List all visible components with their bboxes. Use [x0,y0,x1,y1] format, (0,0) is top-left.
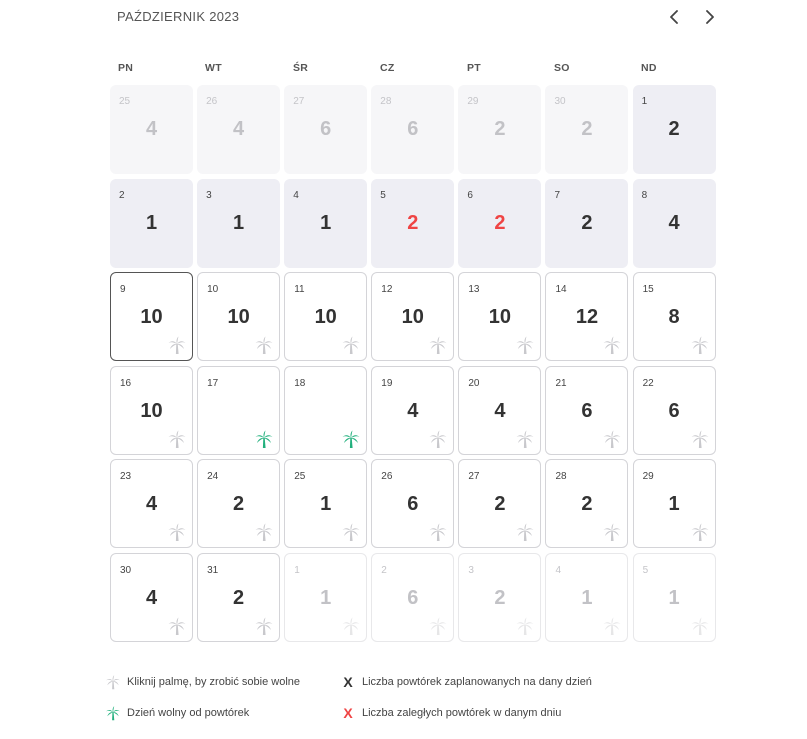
palm-icon[interactable] [515,429,535,449]
palm-icon[interactable] [515,522,535,542]
review-count: 4 [145,118,158,140]
palm-icon[interactable] [515,335,535,355]
palm-icon[interactable] [254,429,274,449]
calendar-day-cell[interactable] [110,272,193,361]
day-number: 3 [206,189,212,201]
palm-icon[interactable] [428,522,448,542]
review-count: 10 [314,306,337,328]
legend-overdue [340,705,561,721]
day-number: 30 [120,564,132,576]
day-number: 9 [120,284,126,295]
legend-day-off [105,705,249,721]
day-number: 4 [555,564,562,576]
day-number: 5 [380,189,386,201]
calendar-day-cell[interactable] [458,366,541,455]
palm-icon[interactable] [602,616,622,636]
weekday-label: PT [467,62,482,74]
calendar-day-cell[interactable] [545,459,628,548]
day-number: 1 [641,96,648,107]
calendar-day-cell[interactable] [633,553,716,642]
calendar-day-cell[interactable] [110,85,193,174]
calendar-day-cell[interactable] [371,553,454,642]
review-count: 2 [494,586,506,609]
palm-icon[interactable] [690,335,710,355]
review-count: 6 [407,586,419,609]
day-number: 18 [294,377,306,389]
previous-month-button[interactable] [663,6,685,28]
day-number: 10 [207,284,219,295]
day-number: 2 [119,189,125,201]
palm-icon[interactable] [167,616,187,636]
palm-icon[interactable] [254,522,274,542]
calendar-day-cell[interactable] [633,85,716,174]
palm-icon[interactable] [167,429,187,449]
review-count: 2 [233,586,245,609]
review-count: 6 [407,493,419,515]
review-count: 12 [575,306,599,328]
review-count: 4 [668,211,680,234]
calendar-day-cell[interactable] [633,366,716,455]
day-number: 8 [641,189,648,201]
review-count: 1 [581,586,593,609]
day-number: 20 [468,377,480,389]
review-count: 4 [233,118,245,140]
palm-icon[interactable] [515,616,535,636]
calendar-day-cell[interactable] [284,459,367,548]
palm-icon [105,674,121,690]
calendar-day-cell[interactable] [110,459,193,548]
calendar-day-cell[interactable] [197,366,280,455]
legend-planned-text: Liczba powtórek zaplanowanych na dany dzień [362,676,592,688]
day-number: 25 [294,471,306,482]
palm-icon[interactable] [690,616,710,636]
day-number: 30 [554,96,566,107]
review-count: 1 [320,493,332,515]
review-count: 1 [320,211,332,234]
review-count: 2 [668,118,680,140]
chevron-right-icon [705,10,715,24]
review-count: 1 [668,493,680,515]
review-count: 1 [145,211,158,234]
day-number: 22 [642,377,654,389]
day-number: 5 [642,564,649,576]
planned-x-symbol: X [343,674,353,690]
review-count: 10 [488,306,511,328]
calendar-day-cell[interactable] [371,272,454,361]
weekday-label: SO [554,62,570,74]
day-number: 17 [207,377,219,389]
palm-icon[interactable] [602,522,622,542]
review-count: 2 [494,118,506,140]
chevron-left-icon [669,10,679,24]
calendar-day-cell[interactable] [110,179,193,268]
calendar-day-cell[interactable] [458,85,541,174]
calendar-day-cell[interactable] [371,85,454,174]
palm-icon[interactable] [602,335,622,355]
palm-icon[interactable] [690,522,710,542]
day-number: 7 [554,189,561,201]
calendar-day-cell[interactable] [371,179,454,268]
review-count: 10 [401,306,424,328]
palm-icon[interactable] [428,335,448,355]
overdue-review-count: 2 [494,211,506,234]
calendar-day-cell[interactable] [545,553,628,642]
day-number: 13 [468,284,480,295]
palm-icon[interactable] [428,616,448,636]
calendar-day-cell[interactable] [545,85,628,174]
overdue-review-count: 2 [407,211,419,234]
calendar-day-cell[interactable] [545,272,628,361]
review-count: 10 [227,306,250,328]
day-number: 26 [381,471,393,482]
weekday-label: PN [118,62,134,74]
day-number: 1 [294,564,300,576]
calendar-day-cell[interactable] [545,366,628,455]
next-month-button[interactable] [699,6,721,28]
day-number: 12 [381,284,393,295]
weekday-label: CZ [380,62,395,74]
day-number: 19 [381,377,393,389]
day-number: 3 [468,564,474,576]
review-count: 4 [407,399,419,422]
calendar-day-cell[interactable] [458,459,541,548]
palm-icon[interactable] [341,335,361,355]
calendar-day-cell[interactable] [197,179,280,268]
day-number: 27 [468,471,480,482]
day-number: 11 [294,284,305,295]
legend [105,670,725,730]
day-number: 14 [555,284,567,295]
palm-icon [105,705,121,721]
calendar-day-cell[interactable] [284,366,367,455]
palm-icon[interactable] [602,429,622,449]
calendar-day-cell[interactable] [110,553,193,642]
calendar-day-cell[interactable] [633,272,716,361]
calendar-day-cell[interactable] [197,272,280,361]
day-number: 24 [207,471,219,482]
calendar-day-cell[interactable] [633,459,716,548]
review-count: 2 [233,493,245,515]
palm-icon[interactable] [254,616,274,636]
day-number: 21 [555,377,567,389]
legend-overdue-text: Liczba zaległych powtórek w danym dniu [362,707,562,719]
review-count: 6 [668,399,680,422]
calendar-day-cell[interactable] [284,553,367,642]
calendar-day-cell[interactable] [110,366,193,455]
weekday-label: ND [641,62,657,74]
review-count: 1 [668,586,680,609]
palm-icon[interactable] [690,429,710,449]
day-number: 28 [380,96,392,107]
palm-icon[interactable] [428,429,448,449]
calendar-day-cell[interactable] [458,553,541,642]
review-count: 4 [145,493,158,515]
review-count: 2 [581,211,593,234]
review-count: 8 [668,306,680,328]
review-count: 4 [145,586,158,609]
review-count: 10 [140,399,163,422]
day-number: 4 [293,189,299,201]
calendar-day-cell[interactable] [458,179,541,268]
calendar-day-cell[interactable] [284,272,367,361]
month-title: PAŹDZIERNIK 2023 [117,9,240,24]
weekday-label: ŚR [293,62,309,74]
day-number: 6 [467,189,473,201]
review-count: 6 [320,118,332,140]
palm-icon[interactable] [167,335,187,355]
legend-palm-hint [105,674,300,690]
calendar-day-cell[interactable] [458,272,541,361]
calendar-grid [110,85,716,642]
review-count: 1 [233,211,245,234]
calendar-day-cell[interactable] [197,553,280,642]
day-number: 25 [119,96,131,107]
day-number: 16 [120,377,132,389]
calendar-day-cell[interactable] [633,179,716,268]
review-count: 6 [581,399,593,422]
palm-icon[interactable] [341,429,361,449]
calendar-day-cell[interactable] [371,459,454,548]
review-count: 2 [581,493,593,515]
calendar-day-cell[interactable] [284,85,367,174]
review-count: 10 [140,306,163,328]
day-number: 27 [293,96,305,107]
palm-icon[interactable] [254,335,274,355]
calendar-day-cell[interactable] [545,179,628,268]
day-number: 29 [642,471,654,482]
legend-planned [340,674,592,690]
palm-icon[interactable] [341,616,361,636]
day-number: 15 [642,284,654,295]
calendar-day-cell[interactable] [197,459,280,548]
weekday-header [110,62,716,78]
calendar-day-cell[interactable] [197,85,280,174]
day-number: 26 [206,96,218,107]
day-number: 28 [555,471,567,482]
weekday-label: WT [205,62,222,74]
review-count: 1 [320,586,332,609]
day-number: 2 [381,564,387,576]
calendar-day-cell[interactable] [284,179,367,268]
calendar-header [117,4,717,30]
calendar-day-cell[interactable] [371,366,454,455]
legend-palm-hint-text: Kliknij palmę, by zrobić sobie wolne [127,676,301,688]
legend-day-off-text: Dzień wolny od powtórek [127,707,250,719]
day-number: 23 [120,471,132,482]
overdue-x-symbol: X [343,705,353,721]
review-count: 4 [494,399,506,422]
review-count: 2 [494,493,506,515]
review-count: 2 [581,118,593,140]
palm-icon[interactable] [341,522,361,542]
palm-icon[interactable] [167,522,187,542]
day-number: 29 [467,96,479,107]
day-number: 31 [207,564,219,576]
review-count: 6 [407,118,419,140]
